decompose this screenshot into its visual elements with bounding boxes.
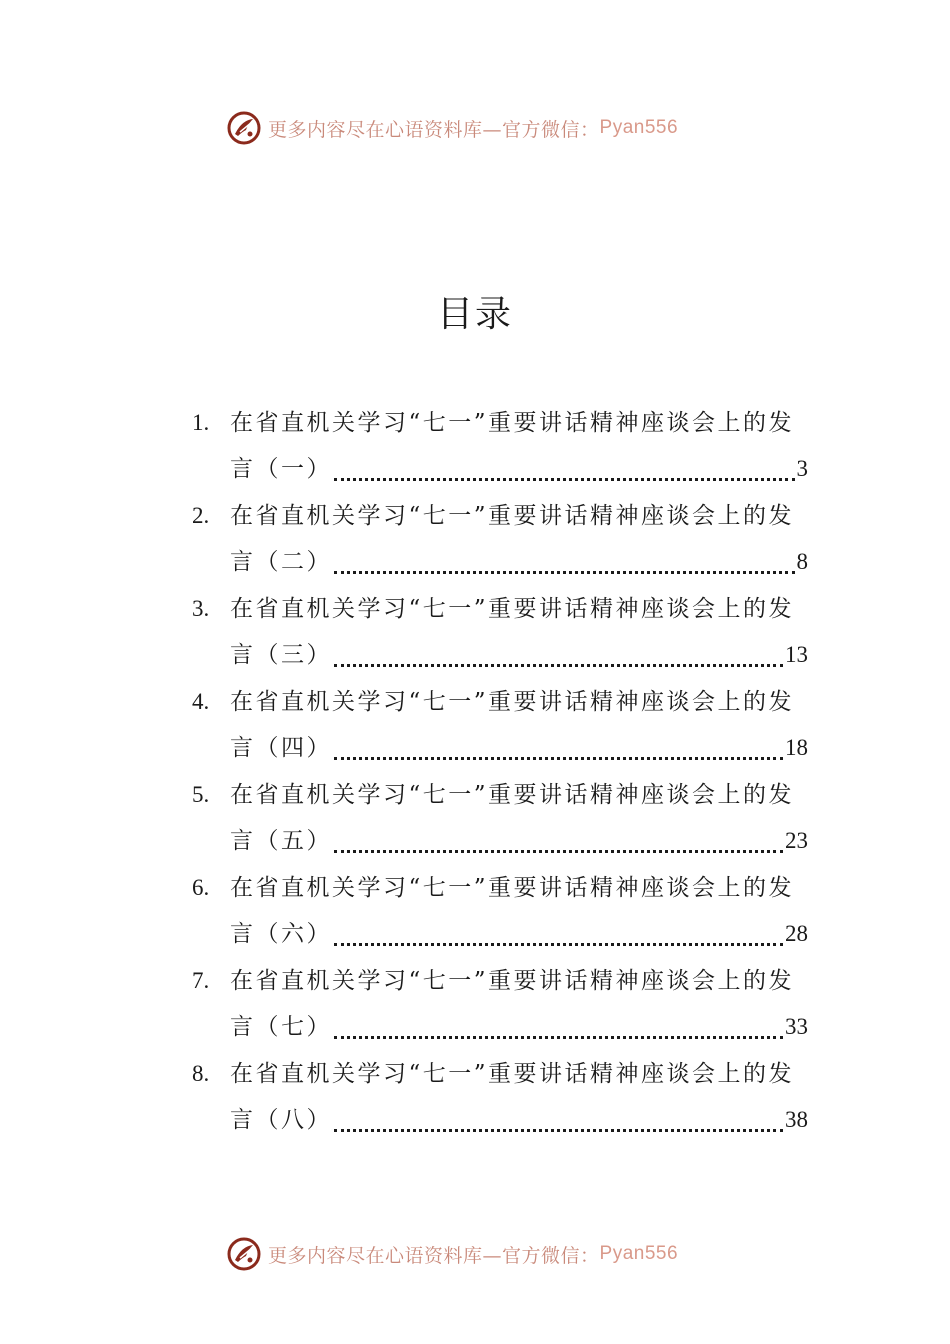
toc-dot-leader bbox=[334, 571, 795, 574]
toc-entry-title-continued: 言（六） bbox=[230, 921, 332, 947]
toc-entry-number: 3. bbox=[192, 596, 210, 621]
toc-dot-leader bbox=[334, 757, 783, 760]
toc-entry-title: 在省直机关学习“七一”重要讲话精神座谈会上的发 bbox=[230, 689, 795, 715]
toc-entry-page: 33 bbox=[785, 1014, 808, 1039]
toc-entry-number: 1. bbox=[192, 410, 210, 435]
toc-entry-number: 7. bbox=[192, 968, 210, 993]
toc-entry-3[interactable] bbox=[192, 586, 808, 679]
watermark-wechat-id: Pyan556 bbox=[599, 117, 679, 138]
toc-entry-title-continued: 言（七） bbox=[230, 1014, 332, 1040]
toc-entry-title-continued: 言（三） bbox=[230, 642, 332, 668]
toc-entry-number: 8. bbox=[192, 1061, 210, 1086]
toc-entry-title: 在省直机关学习“七一”重要讲话精神座谈会上的发 bbox=[230, 1061, 795, 1087]
toc-entry-title-continued: 言（二） bbox=[230, 549, 332, 575]
toc-dot-leader bbox=[334, 664, 783, 667]
page-title: 目录 bbox=[436, 294, 513, 335]
toc-dot-leader bbox=[334, 1129, 783, 1132]
toc-entry-title-continued: 言（一） bbox=[230, 456, 332, 482]
toc-entry-4[interactable] bbox=[192, 679, 808, 772]
toc-entry-title: 在省直机关学习“七一”重要讲话精神座谈会上的发 bbox=[230, 782, 795, 808]
header-watermark bbox=[226, 108, 678, 148]
toc-entry-title: 在省直机关学习“七一”重要讲话精神座谈会上的发 bbox=[230, 503, 795, 529]
toc-entry-title: 在省直机关学习“七一”重要讲话精神座谈会上的发 bbox=[230, 968, 795, 994]
toc-entry-page: 3 bbox=[796, 456, 808, 481]
brand-logo-icon bbox=[226, 1236, 262, 1272]
toc-entry-page: 13 bbox=[785, 642, 808, 667]
watermark-text: 更多内容尽在心语资料库—官方微信： bbox=[268, 1244, 600, 1267]
toc-entry-title-continued: 言（五） bbox=[230, 828, 332, 854]
brand-logo-icon bbox=[226, 110, 262, 146]
footer-watermark bbox=[226, 1234, 678, 1274]
table-of-contents bbox=[192, 400, 808, 1144]
toc-entry-1[interactable] bbox=[192, 400, 808, 493]
toc-dot-leader bbox=[334, 478, 795, 481]
toc-entry-8[interactable] bbox=[192, 1051, 808, 1144]
watermark-text: 更多内容尽在心语资料库—官方微信： bbox=[268, 118, 600, 141]
toc-entry-page: 8 bbox=[796, 549, 808, 574]
toc-entry-number: 6. bbox=[192, 875, 210, 900]
toc-entry-page: 18 bbox=[785, 735, 808, 760]
toc-dot-leader bbox=[334, 850, 783, 853]
toc-entry-number: 4. bbox=[192, 689, 210, 714]
toc-entry-title: 在省直机关学习“七一”重要讲话精神座谈会上的发 bbox=[230, 875, 795, 901]
toc-entry-page: 28 bbox=[785, 921, 808, 946]
toc-entry-title: 在省直机关学习“七一”重要讲话精神座谈会上的发 bbox=[230, 410, 795, 436]
toc-entry-number: 5. bbox=[192, 782, 210, 807]
toc-entry-page: 23 bbox=[785, 828, 808, 853]
toc-entry-title-continued: 言（八） bbox=[230, 1107, 332, 1133]
toc-entry-page: 38 bbox=[785, 1107, 808, 1132]
toc-entry-7[interactable] bbox=[192, 958, 808, 1051]
toc-entry-5[interactable] bbox=[192, 772, 808, 865]
toc-entry-title: 在省直机关学习“七一”重要讲话精神座谈会上的发 bbox=[230, 596, 795, 622]
toc-dot-leader bbox=[334, 1036, 783, 1039]
watermark-wechat-id: Pyan556 bbox=[599, 1243, 679, 1264]
toc-entry-6[interactable] bbox=[192, 865, 808, 958]
toc-entry-2[interactable] bbox=[192, 493, 808, 586]
toc-entry-title-continued: 言（四） bbox=[230, 735, 332, 761]
toc-dot-leader bbox=[334, 943, 783, 946]
toc-entry-number: 2. bbox=[192, 503, 210, 528]
